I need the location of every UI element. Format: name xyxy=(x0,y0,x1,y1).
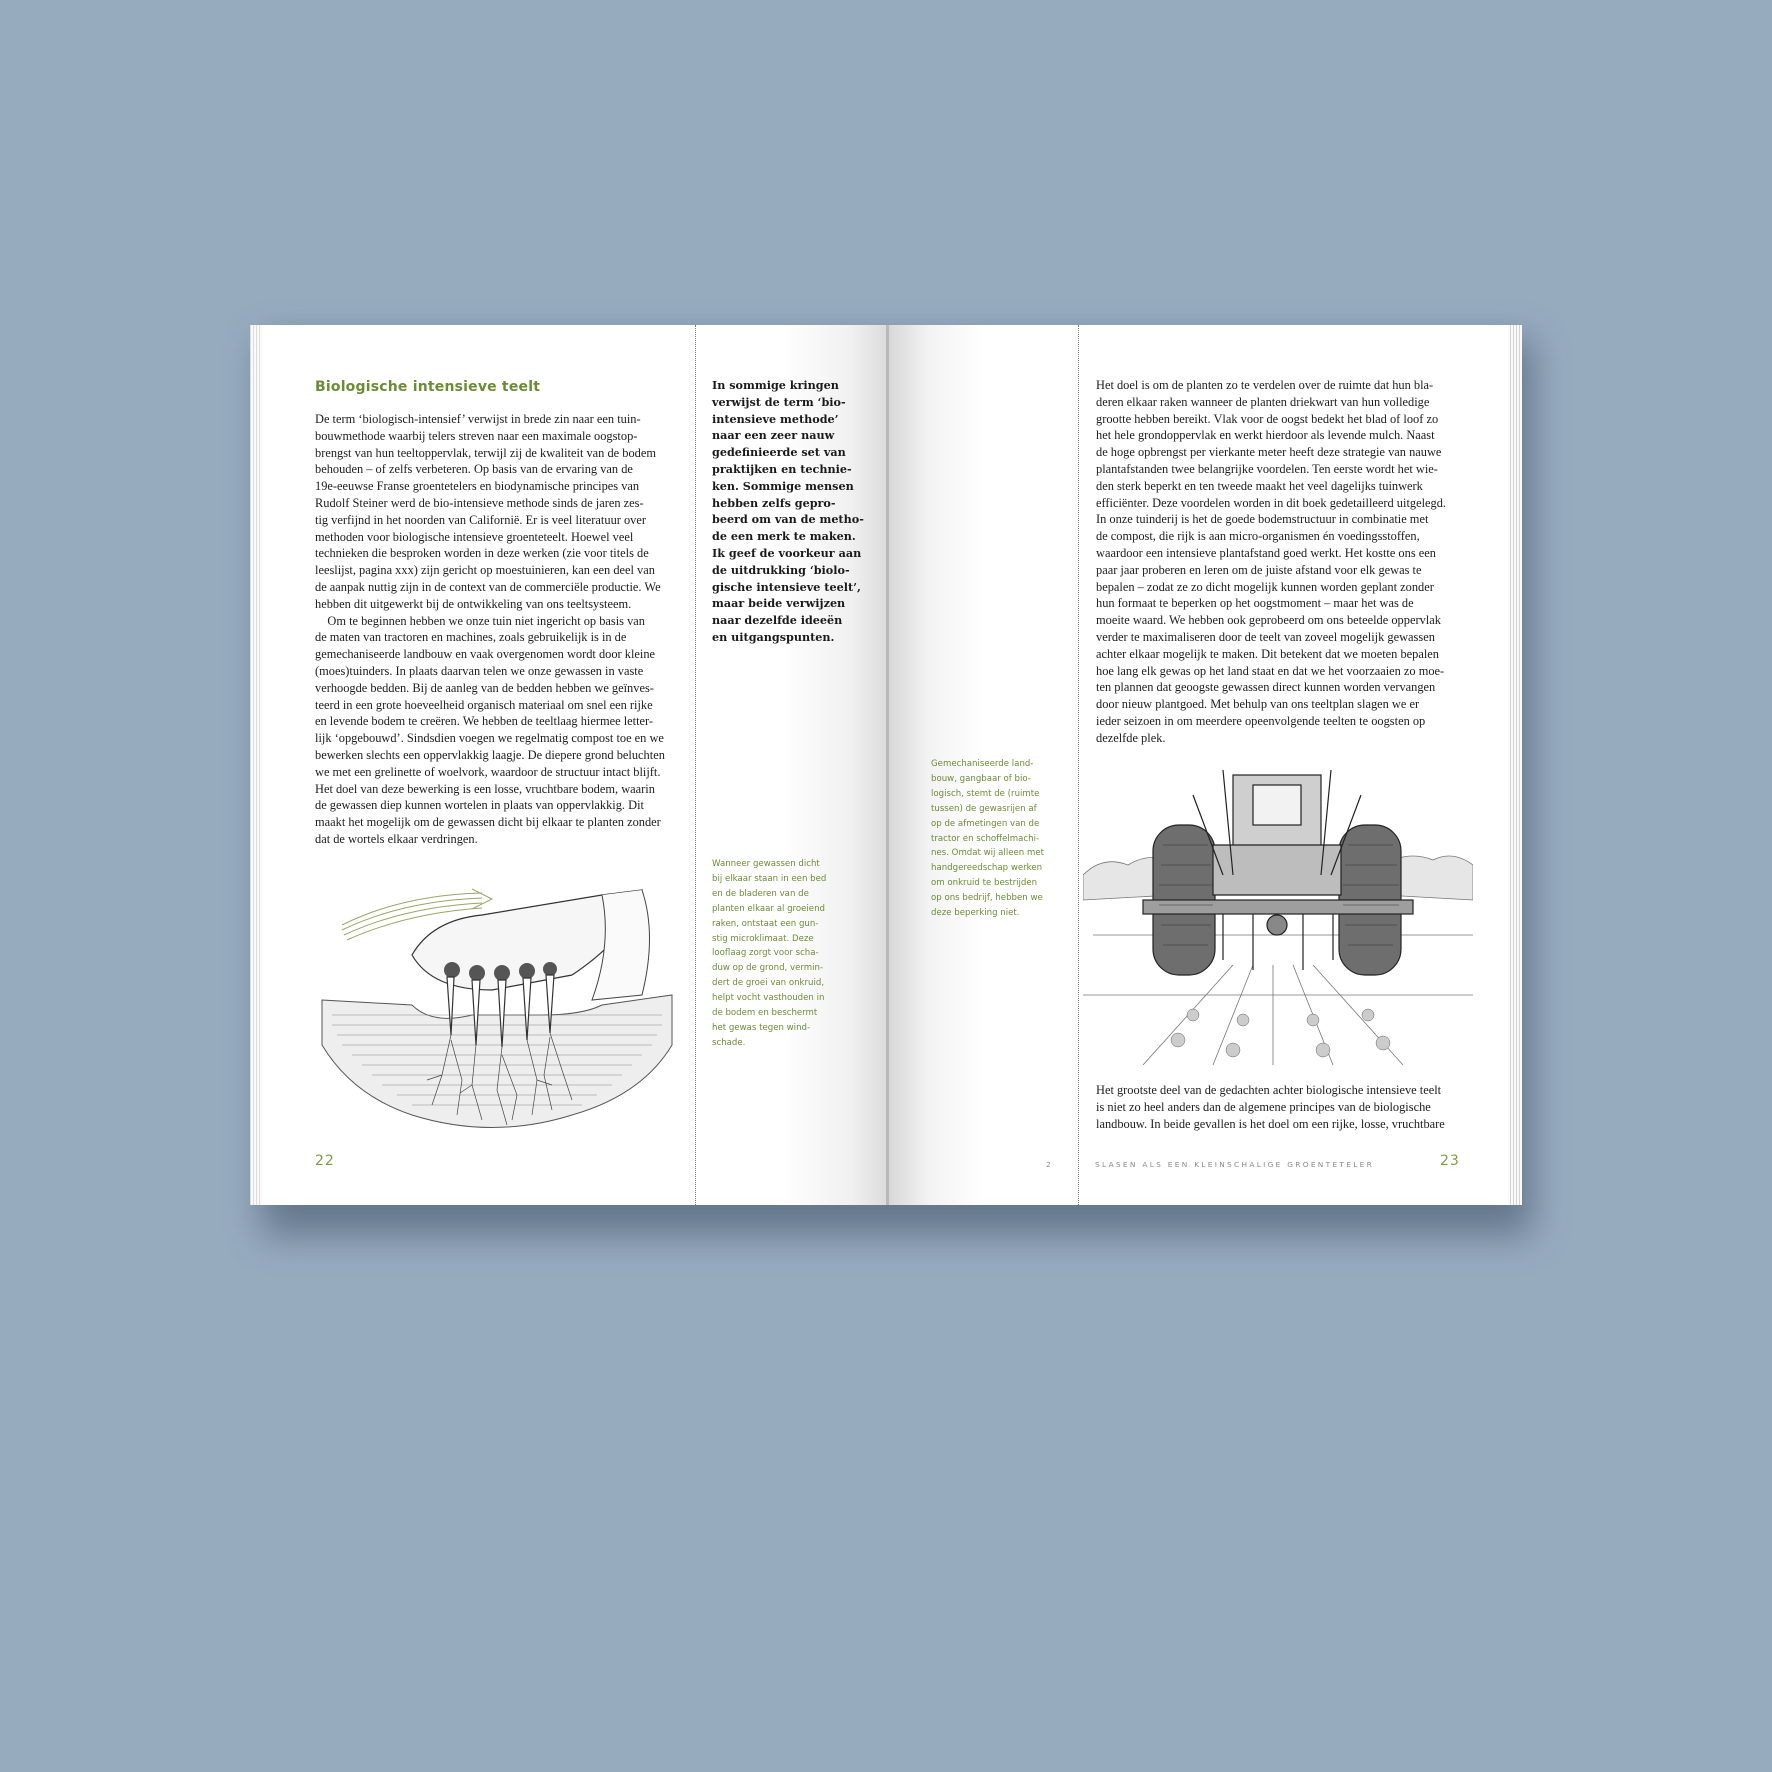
right-body-text-bottom: Het grootste deel van de gedachten achter biologische intensieve teelt is niet zo heel anders dan de algemene principes van de biologische landbouw. In beide gevallen is het doel om een rijke, losse, vruchtbare xyxy=(1096,1083,1445,1131)
column-divider-right xyxy=(1078,325,1079,1205)
right-body-text-top: Het doel is om de planten zo te verdelen over de ruimte dat hun bla- deren elkaar raken wanneer de planten driekwart van hun volledige grootte hebben bereikt. Vlak voor de oogst bedekt het blad of loof zo het hele grondoppervlak en werkt hierdoor als levende mulch. Naast de hoge opbrengst per vierkante meter heeft deze strategie van nauwe plantafstanden twee belangrijke voordelen. Ten eerste wordt het wie- den sterk beperkt en ten tweede maakt het veel dagelijks tuinwerk efficiënter. Deze voordelen worden in dit boek gedetailleerd uitgelegd. In onze tuinderij is het de goede bodemstructuur in combinatie met de compost, die rijk is aan micro-organismen én voedingsstoffen, waardoor een intensieve plantafstand goed werkt. Het kostte ons een paar jaar proberen en leren om de juiste afstand voor elk gewas te bepalen – zodat ze zo dicht mogelijk kunnen worden geplant zonder hun formaat te beperken op het oogstmoment – maar het was de moeite waard. We hebben ook geprobeerd om ons beteelde oppervlak verder te maximaliseren door de teelt van zoveel mogelijk gewassen achter elkaar mogelijk te maken. Dit betekent dat we moeten bepalen hoe lang elk gewas op het land staat en dat we het voorzaaien zo moe- ten plannen dat geoogste gewassen direct kunnen worden vervangen door nieuw plantgoed. Met behulp van ons teeltplan slagen we er ieder seizoen in om meerdere opeenvolgende teelten te oogsten op dezelfde plek. xyxy=(1096,378,1447,745)
column-divider xyxy=(695,325,696,1205)
page-number-left: 22 xyxy=(315,1153,335,1169)
running-folio: 2 xyxy=(1046,1160,1051,1169)
pull-quote: In sommige kringen verwijst de term ‘bio- intensieve methode’ naar een zeer nauw gedefinieerde set van praktijken en technie- ken. Sommige mensen hebben zelfs gepro- beerd om van de metho- de een merk te maken. Ik geef de voorkeur aan de uitdrukking ‘biolo- gische intensieve teelt’, maar beide verwijzen naar dezelfde ideeën en uitgangspunten. xyxy=(712,378,864,644)
section-heading: Biologische intensieve teelt xyxy=(315,379,541,395)
tractor-in-field-illustration xyxy=(1083,765,1473,1065)
raised-bed-cross-section-illustration xyxy=(312,865,682,1145)
left-caption: Wanneer gewassen dicht bij elkaar staan in een bed en de bladeren van de planten elkaar al groeiend raken, ontstaat een gun- stig microklimaat. Deze looflaag zorgt voor scha- duw op de grond, vermin- dert de groei van onkruid, helpt vocht vasthouden in de bodem en beschermt het gewas tegen wind- schade. xyxy=(712,859,827,1048)
page-number-right: 23 xyxy=(1440,1153,1460,1169)
left-body-text: De term ‘biologisch-intensief’ verwijst in brede zin naar een tuin- bouwmethode waarbij telers streven naar een maximale oogstop- brengst van hun teeltoppervlak, terwijl zij de kwaliteit van de bodem behouden – of zelfs verbeteren. Op basis van de ervaring van de 19e-eeuwse Franse groentetelers en biodynamische principes van Rudolf Steiner werd de bio-intensieve methode sinds de jaren zes- tig verfijnd in het noorden van Californië. Er is veel literatuur over methoden voor biologische intensieve groenteteelt. Hoewel veel technieken die besproken worden in deze werken (zie voor titels de leeslijst, pagina xxx) zijn gericht op moestuinieren, kan een deel van de aanpak nuttig zijn in de context van de commerciële productie. We hebben dit uitgewerkt bij de ontwikkeling van ons teeltsysteem. Om te beginnen hebben we onze tuin niet ingericht op basis van de maten van tractoren en machines, zoals gebruikelijk is in de gemechaniseerde landbouw en vaak overgenomen wordt door kleine (moes)tuinders. In plaats daarvan telen we onze gewassen in vaste verhoogde bedden. Bij de aanleg van de bedden hebben we geïnves- teerd in een grote hoeveelheid organisch materiaal om snel een rijke en levende bodem te creëren. We hebben de teeltlaag hiermee letter- lijk ‘opgebouwd’. Sindsdien voegen we regelmatig compost toe en we bewerken slechts een oppervlakkig laagje. De diepere grond beluchten we met een grelinette of woelvork, waardoor de structuur intact blijft. Het doel van deze bewerking is een losse, vruchtbare bodem, waarin de gewassen diep kunnen wortelen in plaats van oppervlakkig. Dit maakt het mogelijk om de gewassen dicht bij elkaar te planten zonder dat de wortels elkaar verdringen. xyxy=(315,412,665,846)
running-head: SLASEN ALS EEN KLEINSCHALIGE GROENTETELER xyxy=(1095,1160,1375,1169)
page-edges-left xyxy=(250,325,262,1205)
left-page xyxy=(262,325,887,1205)
right-page xyxy=(889,325,1508,1205)
page-edges-right xyxy=(1508,325,1522,1205)
right-caption: Gemechaniseerde land- bouw, gangbaar of bio- logisch, stemt de (ruimte tussen) de gewasrijen af op de afmetingen van de tractor en schoffelmachi- nes. Omdat wij alleen met handgereedschap werken om onkruid te bestrijden op ons bedrijf, hebben we deze beperking niet. xyxy=(931,759,1044,919)
